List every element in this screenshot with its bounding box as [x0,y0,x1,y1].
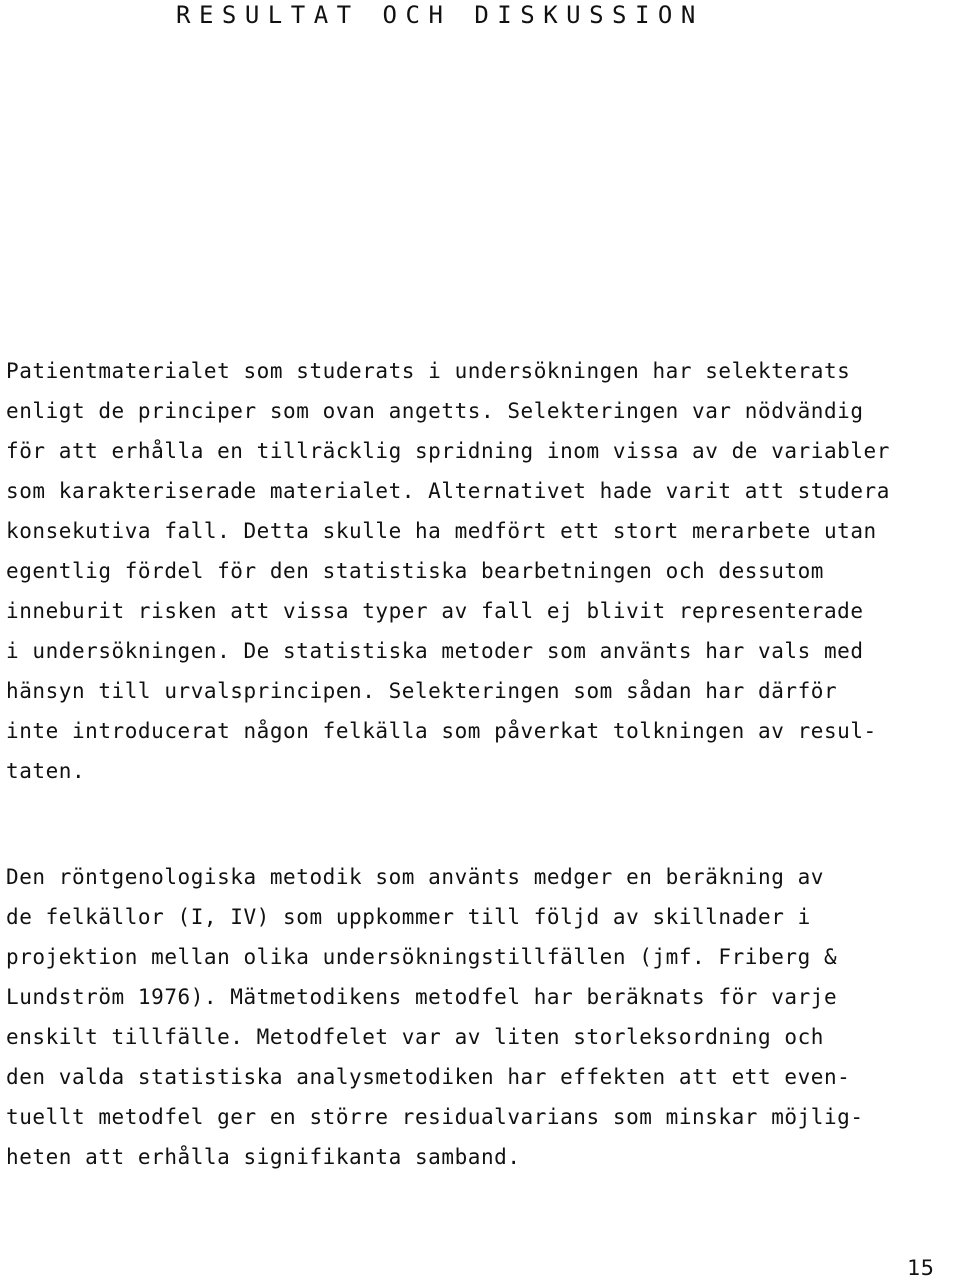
text-line: de felkällor (I, IV) som uppkommer till följd av skillnader i [6,905,811,929]
section-heading: RESULTAT OCH DISKUSSION [176,1,704,29]
text-line: i undersökningen. De statistiska metoder som använts har vals med [6,639,864,663]
text-line: inneburit risken att vissa typer av fall ej blivit representerade [6,599,864,623]
text-line: projektion mellan olika undersökningstillfällen (jmf. Friberg & [6,945,838,969]
text-line: enskilt tillfälle. Metodfelet var av liten storleksordning och [6,1025,824,1049]
text-line: för att erhålla en tillräcklig spridning inom vissa av de variabler [6,439,890,463]
text-line: egentlig fördel för den statistiska bearbetningen och dessutom [6,559,824,583]
text-line: hänsyn till urvalsprincipen. Selekteringen som sådan har därför [6,679,838,703]
text-line: som karakteriserade materialet. Alternativet hade varit att studera [6,479,890,503]
paragraph-selection [6,351,956,791]
paragraph-method-error [6,857,956,1177]
text-line: inte introducerat någon felkälla som påverkat tolkningen av resul- [6,719,877,743]
text-line: tuellt metodfel ger en större residualvarians som minskar möjlig- [6,1105,864,1129]
text-line: taten. [6,759,86,783]
page-number: 15 [907,1256,934,1280]
text-line: Patientmaterialet som studerats i undersökningen har selekterats [6,359,851,383]
text-line: den valda statistiska analysmetodiken har effekten att ett even- [6,1065,851,1089]
text-line: konsekutiva fall. Detta skulle ha medfört ett stort merarbete utan [6,519,877,543]
text-line: heten att erhålla signifikanta samband. [6,1145,521,1169]
text-line: Den röntgenologiska metodik som använts medger en beräkning av [6,865,824,889]
text-line: enligt de principer som ovan angetts. Selekteringen var nödvändig [6,399,864,423]
text-line: Lundström 1976). Mätmetodikens metodfel har beräknats för varje [6,985,838,1009]
